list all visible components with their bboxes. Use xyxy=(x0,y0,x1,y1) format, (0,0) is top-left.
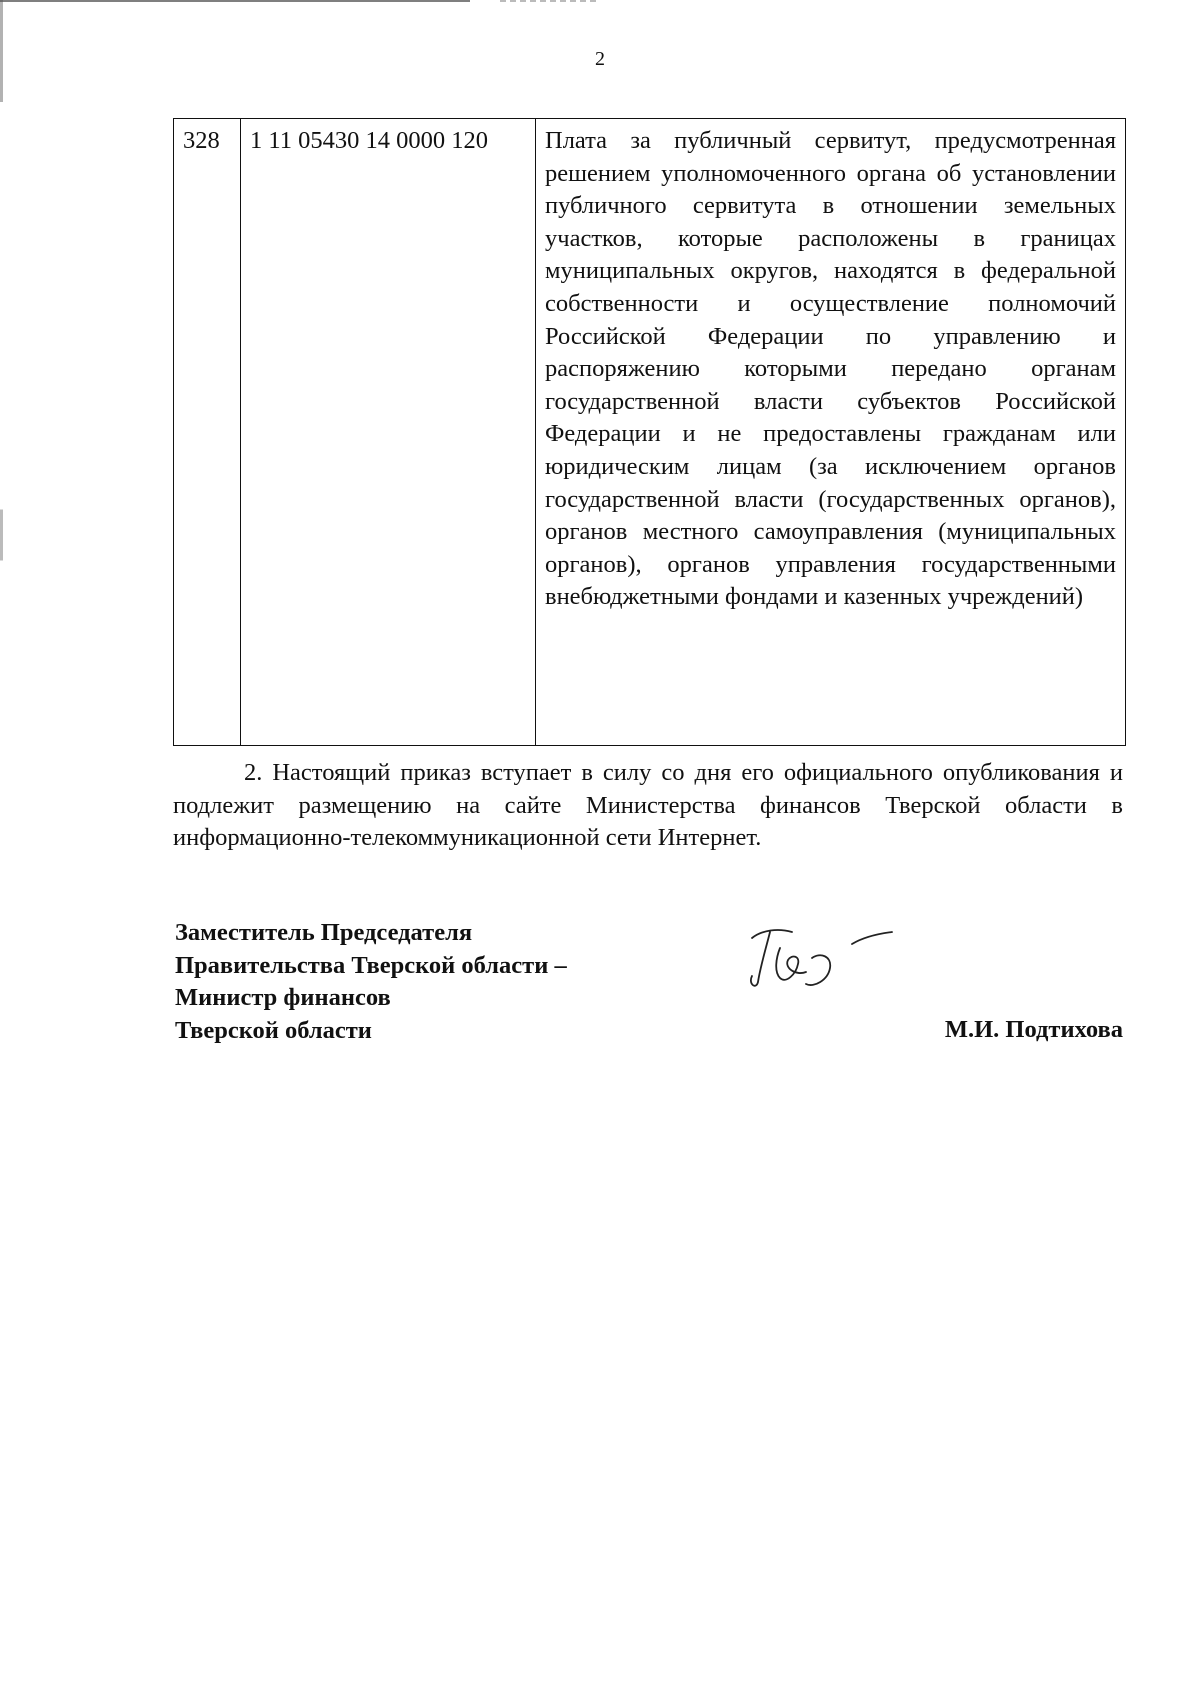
scan-top-edge xyxy=(0,0,1200,3)
budget-code-cell: 1 11 05430 14 0000 120 xyxy=(241,119,536,746)
handwritten-signature xyxy=(740,918,900,998)
signatory-title-line: Министр финансов xyxy=(175,984,391,1012)
signatory-title-line: Заместитель Председателя xyxy=(175,919,473,946)
page-number: 2 xyxy=(595,48,605,70)
signatory-title-line: Тверской области xyxy=(175,1016,372,1044)
signatory-title xyxy=(175,917,567,1047)
budget-code-table xyxy=(173,118,1126,746)
scan-edge xyxy=(0,0,3,1699)
row-number-cell: 328 xyxy=(174,119,241,746)
signatory-name: М.И. Подтихова xyxy=(944,1016,1123,1043)
signatory-title-line: Правительства Тверской области – xyxy=(175,951,567,979)
description-cell: Плата за публичный сервитут, предусмотренная решением уполномоченного органа об установлении публичного сервитута в отношении земельных участков, которые расположены в границах муниципальных округов, находятся в федеральной собственности и осуществление полномочий Российской Федерации по управлению и распоряжению которыми передано органам государственной власти субъектов Российской Федерации и не предоставлены гражданам или юридическим лицам (за исключением органов государственной власти (государственных органов), органов местного самоуправления (муниципальных органов), органов управления государственными внебюджетными фондами и казенных учреждений) xyxy=(536,119,1126,746)
paragraph-2: 2. Настоящий приказ вступает в силу со дня его официального опубликования и подлежит размещению на сайте Министерства финансов Тверской области в информационно-телекоммуникационной сети Интернет. xyxy=(173,759,1123,852)
table-row xyxy=(174,119,1126,746)
